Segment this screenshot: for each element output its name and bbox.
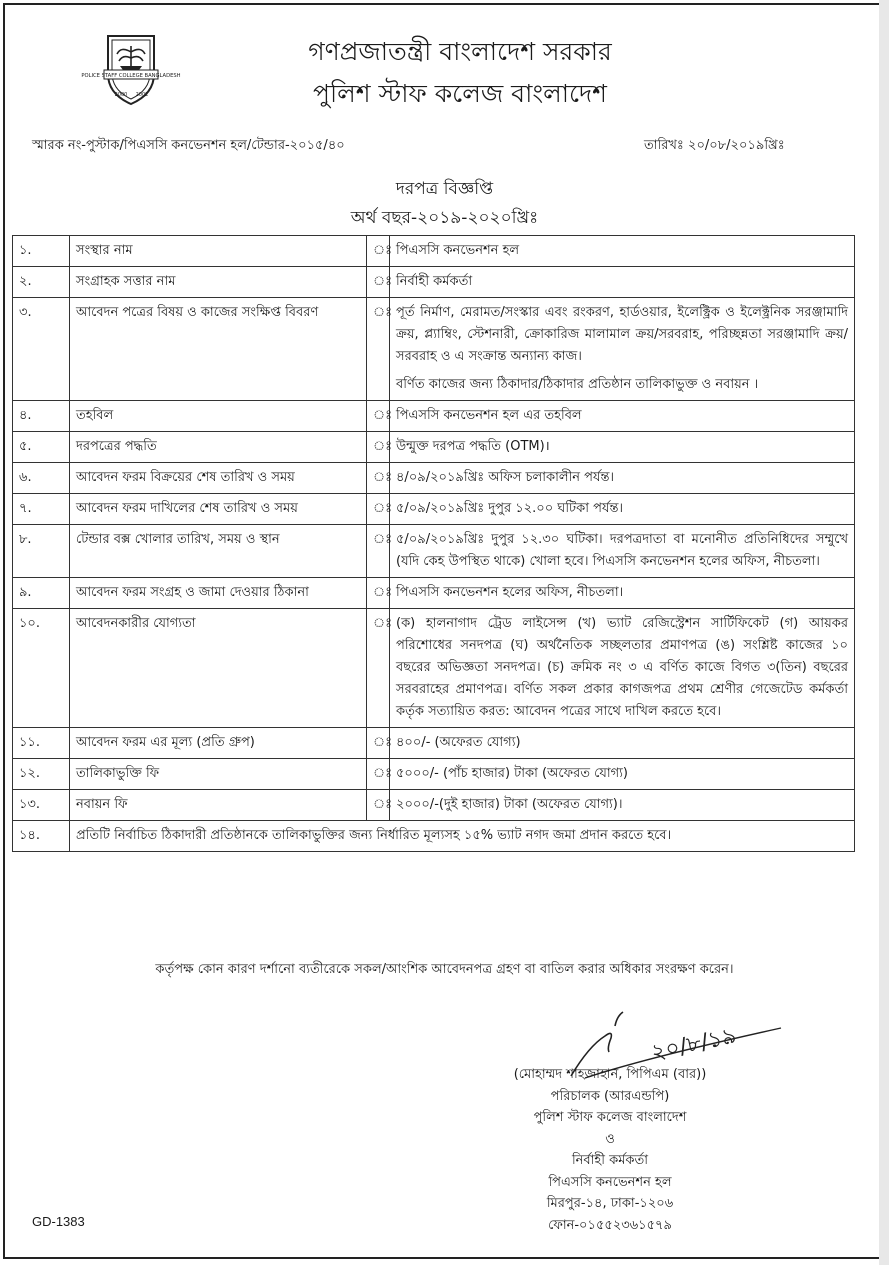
row-separator: ঃ xyxy=(367,463,390,494)
row-value-text: পূর্ত নির্মাণ, মেরামত/সংস্কার এবং রংকরণ, হার্ডওয়ার, ইলেক্ট্রিক ও ইলেক্ট্রনিক সরঞ্জামাদি ক্রয়, প্ল্যাম্বিং, স্টেশনারী, ক্রোকারিজ মালামাল ক্রয়/সরবরাহ, পরিচ্ছন্নতা সরঞ্জামাদি ক্রয়/সরবরাহ ও এ সংক্রান্ত অন্যান্য কাজ। xyxy=(396,305,848,364)
authority-note: কর্তৃপক্ষ কোন কারণ দর্শানো ব্যতীরেকে সকল/আংশিক আবেদনপত্র গ্রহণ বা বাতিল করার অধিকার সংরক্ষণ করেন। xyxy=(155,962,734,977)
table-row xyxy=(13,728,855,759)
row-value xyxy=(390,432,855,463)
row-number: ১৩. xyxy=(13,790,70,821)
row-separator: ঃ xyxy=(367,494,390,525)
signatory-org: পুলিশ স্টাফ কলেজ বাংলাদেশ xyxy=(533,1110,687,1125)
row-value-text: ৫/০৯/২০১৯খ্রিঃ দুপুর ১২.৩০ ঘটিকা। দরপত্রদাতা বা মনোনীত প্রতিনিধিদের সম্মুখে (যদি কেহ উপস্থিত থাকে) খোলা হবে। পিএসসি কনভেনশন হলের অফিস, নীচতলা। xyxy=(396,532,848,569)
row-value-text: নির্বাহী কর্মকর্তা xyxy=(396,274,473,289)
row-number: ৩. xyxy=(13,298,70,401)
row-label: তালিকাভুক্তি ফি xyxy=(70,759,367,790)
row-number: ৪. xyxy=(13,401,70,432)
row-number: ১৪. xyxy=(13,821,70,852)
row-value xyxy=(390,759,855,790)
signatory-block xyxy=(470,1064,750,1236)
signatory-address: মিরপুর-১৪, ঢাকা-১২০৬ xyxy=(546,1196,674,1211)
row-value xyxy=(390,609,855,728)
row-value xyxy=(390,578,855,609)
row-separator: ঃ xyxy=(367,728,390,759)
header-college: পুলিশ স্টাফ কলেজ বাংলাদেশ xyxy=(313,79,607,108)
row-label: আবেদন ফরম বিক্রয়ের শেষ তারিখ ও সময় xyxy=(70,463,367,494)
table-row xyxy=(13,525,855,578)
row-label: দরপত্রের পদ্ধতি xyxy=(70,432,367,463)
row-label: তহবিল xyxy=(70,401,367,432)
row-value-text: (ক) হালনাগাদ ট্রেড লাইসেন্স (খ) ভ্যাট রেজিস্ট্রেশন সার্টিফিকেট (গ) আয়কর পরিশোধের সনদপত্র (ঘ) অর্থনৈতিক সচ্ছলতার প্রমাণপত্র (ঙ) সংশ্লিষ্ট কাজের ১০ বছরের অভিজ্ঞতা সনদপত্র। (চ) ক্রমিক নং ৩ এ বর্ণিত কাজে বিগত ৩(তিন) বছরের সরবরাহের প্রমাণপত্র। বর্ণিত সকল প্রকার কাগজপত্র প্রথম শ্রেণীর গেজেটেড কর্মকর্তা কর্তৃক সত্যায়িত করত: আবেদন পত্রের সাথে দাখিল করতে হবে। xyxy=(396,616,848,719)
row-value-text: ৫/০৯/২০১৯খ্রিঃ দুপুর ১২.০০ ঘটিকা পর্যন্ত। xyxy=(396,501,624,516)
header-government: গণপ্রজাতন্ত্রী বাংলাদেশ সরকার xyxy=(308,37,612,66)
row-vat-note: প্রতিটি নির্বাচিত ঠিকাদারী প্রতিষ্ঠানকে তালিকাভুক্তির জন্য নির্ধারিত মূল্যসহ ১৫% ভ্যাট নগদ জমা প্রদান করতে হবে। xyxy=(70,821,855,852)
table-row xyxy=(13,578,855,609)
row-number: ৬. xyxy=(13,463,70,494)
table-row xyxy=(13,759,855,790)
row-separator: ঃ xyxy=(367,578,390,609)
row-number: ৯. xyxy=(13,578,70,609)
row-separator: ঃ xyxy=(367,759,390,790)
row-value xyxy=(390,790,855,821)
row-value xyxy=(390,525,855,578)
row-value-text: পিএসসি কনভেনশন হল এর তহবিল xyxy=(396,408,582,423)
table-row xyxy=(13,463,855,494)
memo-number: স্মারক নং-পুস্টাক/পিএসসি কনভেনশন হল/টেন্ডার-২০১৫/৪০ xyxy=(32,138,345,153)
row-value-text: পিএসসি কনভেনশন হল xyxy=(396,243,520,258)
row-label: আবেদন ফরম দাখিলের শেষ তারিখ ও সময় xyxy=(70,494,367,525)
signatory-name: (মোহাম্মদ শাহজাহান, পিপিএম (বার)) xyxy=(513,1067,707,1082)
row-separator: ঃ xyxy=(367,790,390,821)
table-row xyxy=(13,298,855,401)
row-value xyxy=(390,236,855,267)
row-number: ২. xyxy=(13,267,70,298)
row-value-text: পিএসসি কনভেনশন হলের অফিস, নীচতলা। xyxy=(396,585,624,600)
row-label: আবেদনকারীর যোগ্যতা xyxy=(70,609,367,728)
signatory-role: নির্বাহী কর্মকর্তা xyxy=(571,1153,649,1168)
row-number: ৮. xyxy=(13,525,70,578)
logo-text: POLICE STAFF COLLEGE BANGLADESH xyxy=(81,73,181,79)
signatory-phone: ফোন-০১৫৫২৩৬১৫৭৯ xyxy=(548,1217,672,1233)
signatory-and: ও xyxy=(605,1131,615,1147)
row-number: ১১. xyxy=(13,728,70,759)
row-value xyxy=(390,401,855,432)
table-row xyxy=(13,236,855,267)
row-number: ৫. xyxy=(13,432,70,463)
row-label: আবেদন ফরম এর মূল্য (প্রতি গ্রুপ) xyxy=(70,728,367,759)
row-separator: ঃ xyxy=(367,267,390,298)
row-value xyxy=(390,298,855,401)
table-row xyxy=(13,790,855,821)
row-value xyxy=(390,728,855,759)
row-number: ১২. xyxy=(13,759,70,790)
table-row xyxy=(13,494,855,525)
table-row xyxy=(13,267,855,298)
notice-title: দরপত্র বিজ্ঞপ্তি xyxy=(395,179,494,199)
row-label: নবায়ন ফি xyxy=(70,790,367,821)
row-value-text: ৫০০০/- (পাঁচ হাজার) টাকা (অফেরত যোগ্য) xyxy=(396,766,629,781)
reference-code: GD-1383 xyxy=(32,1214,85,1229)
row-value-text: উন্মুক্ত দরপত্র পদ্ধতি (OTM)। xyxy=(396,439,550,454)
table-row xyxy=(13,609,855,728)
row-label: সংস্থার নাম xyxy=(70,236,367,267)
row-separator: ঃ xyxy=(367,609,390,728)
row-value xyxy=(390,494,855,525)
row-label: সংগ্রাহক সত্তার নাম xyxy=(70,267,367,298)
row-value-text: ৪/০৯/২০১৯খ্রিঃ অফিস চলাকালীন পর্যন্ত। xyxy=(396,470,615,485)
signatory-title: পরিচালক (আরএন্ডপি) xyxy=(550,1088,670,1104)
row-value-text: ২০০০/-(দুই হাজার) টাকা (অফেরত যোগ্য)। xyxy=(396,797,623,812)
logo-year-left: 2000 xyxy=(114,92,128,98)
table-row xyxy=(13,821,855,852)
fiscal-year: অর্থ বছর-২০১৯-২০২০খ্রিঃ xyxy=(350,208,539,228)
row-label: আবেদন ফরম সংগ্রহ ও জামা দেওয়ার ঠিকানা xyxy=(70,578,367,609)
table-row xyxy=(13,401,855,432)
row-separator: ঃ xyxy=(367,525,390,578)
signatory-office: পিএসসি কনভেনশন হল xyxy=(548,1174,672,1190)
row-number: ১০. xyxy=(13,609,70,728)
row-value-note: বর্ণিত কাজের জন্য ঠিকাদার/ঠিকাদার প্রতিষ্ঠান তালিকাভুক্ত ও নবায়ন । xyxy=(396,377,759,392)
row-separator: ঃ xyxy=(367,401,390,432)
row-separator: ঃ xyxy=(367,236,390,267)
row-separator: ঃ xyxy=(367,298,390,401)
row-value xyxy=(390,267,855,298)
row-label: আবেদন পত্রের বিষয় ও কাজের সংক্ষিপ্ত বিবরণ xyxy=(70,298,367,401)
row-value-text: ৪০০/- (অফেরত যোগ্য) xyxy=(396,735,521,750)
table-row xyxy=(13,432,855,463)
tender-table xyxy=(12,235,855,852)
row-value xyxy=(390,463,855,494)
row-number: ৭. xyxy=(13,494,70,525)
logo-year-right: 2002 xyxy=(135,92,149,98)
row-label: টেন্ডার বক্স খোলার তারিখ, সময় ও স্থান xyxy=(70,525,367,578)
signature-date: ২০/৮/১৯ xyxy=(649,1023,739,1066)
row-separator: ঃ xyxy=(367,432,390,463)
row-number: ১. xyxy=(13,236,70,267)
college-logo-icon xyxy=(81,30,181,108)
notice-date: তারিখঃ ২০/০৮/২০১৯খ্রিঃ xyxy=(644,138,785,153)
